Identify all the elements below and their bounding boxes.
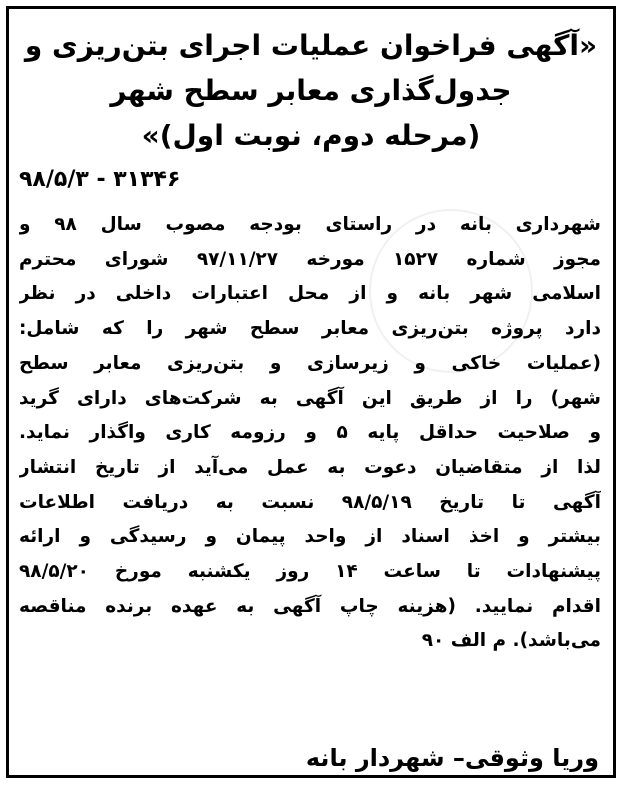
notice-title xyxy=(19,23,603,158)
body-line: شهر) را از طریق این آگهی به شرکت‌های دارای گرید xyxy=(19,387,601,409)
body-line: اسلامی شهر بانه و از محل اعتبارات داخلی در نظر xyxy=(19,283,601,305)
title-line: جدول‌گذاری معابر سطح شهر xyxy=(110,74,512,107)
body-line: بیشتر و اخذ اسناد از واحد پیمان و رسیدگی و ارائه xyxy=(19,526,601,548)
body-line: و صلاحیت حداقل پایه ۵ و رزومه کاری واگذار نماید. xyxy=(19,422,601,444)
title-line: «آگهی فراخوان عملیات اجرای بتن‌ریزی و xyxy=(24,29,598,62)
body-line: (عملیات خاکی و زیرسازی و بتن‌ریزی معابر سطح xyxy=(19,352,601,374)
notice-body xyxy=(19,208,601,659)
body-line: می‌باشد). م الف ۹۰ xyxy=(421,630,601,652)
body-line: مجوز شماره ۱۵۲۷ مورخه ۹۷/۱۱/۲۷ شورای محترم xyxy=(19,248,601,270)
title-line: (مرحله دوم، نوبت اول)» xyxy=(141,119,481,152)
notice-frame xyxy=(6,6,616,778)
signature: وریا وثوقی– شهردار بانه xyxy=(305,744,599,772)
body-line: شهرداری بانه در راستای بودجه مصوب سال ۹۸ و xyxy=(19,214,601,235)
reference-number: ۹۸/۵/۳ - ۳۱۳۴۶ xyxy=(19,167,181,192)
body-line: اقدام نمایید. (هزینه چاپ آگهی به عهده برنده مناقصه xyxy=(19,595,601,617)
body-line: لذا از متقاضیان دعوت به عمل می‌آید از تاریخ انتشار xyxy=(19,456,601,478)
body-line: آگهی تا تاریخ ۹۸/۵/۱۹ نسبت به دریافت اطلاعات xyxy=(19,491,601,513)
body-line: پیشنهادات تا ساعت ۱۴ روز یکشنبه مورخ ۹۸/۵/۲۰ xyxy=(19,561,601,583)
body-line: دارد پروژه بتن‌ریزی معابر سطح شهر را که شامل: xyxy=(19,318,601,340)
